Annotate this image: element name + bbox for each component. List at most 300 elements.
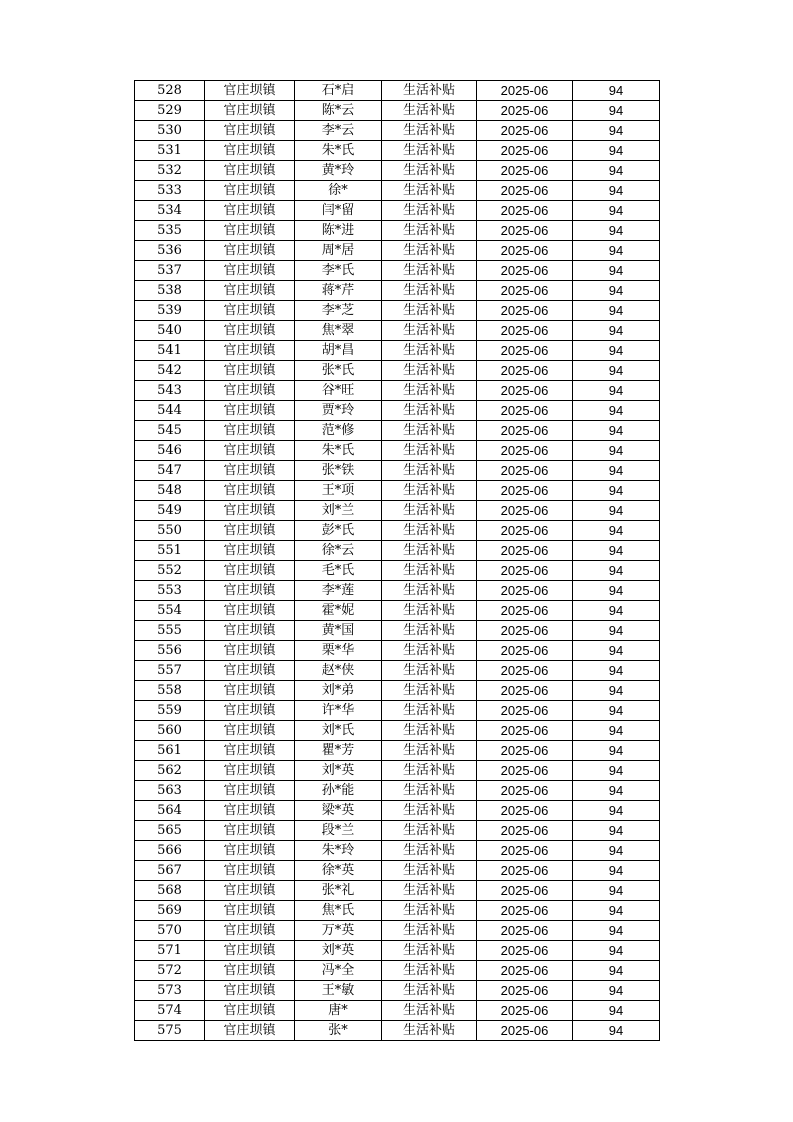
cell-index: 530: [135, 121, 205, 141]
cell-type: 生活补贴: [382, 921, 477, 941]
cell-month: 2025-06: [477, 561, 573, 581]
cell-index: 555: [135, 621, 205, 641]
cell-town: 官庄坝镇: [205, 1021, 295, 1041]
cell-index: 574: [135, 1001, 205, 1021]
cell-type: 生活补贴: [382, 421, 477, 441]
cell-index: 535: [135, 221, 205, 241]
cell-month: 2025-06: [477, 341, 573, 361]
cell-name: 焦*翠: [295, 321, 382, 341]
cell-index: 570: [135, 921, 205, 941]
cell-amount: 94: [573, 361, 660, 381]
table-row: [135, 341, 660, 361]
cell-month: 2025-06: [477, 141, 573, 161]
cell-month: 2025-06: [477, 921, 573, 941]
cell-name: 蒋*芹: [295, 281, 382, 301]
cell-month: 2025-06: [477, 741, 573, 761]
cell-name: 贾*玲: [295, 401, 382, 421]
cell-name: 胡*昌: [295, 341, 382, 361]
cell-amount: 94: [573, 501, 660, 521]
table-row: [135, 801, 660, 821]
cell-month: 2025-06: [477, 181, 573, 201]
cell-index: 563: [135, 781, 205, 801]
cell-index: 565: [135, 821, 205, 841]
cell-name: 朱*玲: [295, 841, 382, 861]
cell-town: 官庄坝镇: [205, 641, 295, 661]
cell-index: 556: [135, 641, 205, 661]
cell-index: 549: [135, 501, 205, 521]
cell-town: 官庄坝镇: [205, 121, 295, 141]
table-row: [135, 541, 660, 561]
cell-name: 霍*妮: [295, 601, 382, 621]
cell-amount: 94: [573, 381, 660, 401]
table-row: [135, 841, 660, 861]
cell-town: 官庄坝镇: [205, 721, 295, 741]
cell-town: 官庄坝镇: [205, 501, 295, 521]
cell-name: 李*云: [295, 121, 382, 141]
cell-amount: 94: [573, 801, 660, 821]
cell-type: 生活补贴: [382, 861, 477, 881]
table-row: [135, 241, 660, 261]
cell-amount: 94: [573, 181, 660, 201]
cell-type: 生活补贴: [382, 761, 477, 781]
cell-town: 官庄坝镇: [205, 901, 295, 921]
cell-index: 547: [135, 461, 205, 481]
cell-index: 548: [135, 481, 205, 501]
cell-month: 2025-06: [477, 241, 573, 261]
cell-name: 许*华: [295, 701, 382, 721]
cell-name: 彭*氏: [295, 521, 382, 541]
cell-name: 刘*氏: [295, 721, 382, 741]
cell-index: 557: [135, 661, 205, 681]
cell-type: 生活补贴: [382, 281, 477, 301]
cell-town: 官庄坝镇: [205, 201, 295, 221]
cell-name: 王*项: [295, 481, 382, 501]
cell-town: 官庄坝镇: [205, 261, 295, 281]
cell-month: 2025-06: [477, 681, 573, 701]
cell-type: 生活补贴: [382, 701, 477, 721]
table-row: [135, 641, 660, 661]
table-row: [135, 881, 660, 901]
cell-town: 官庄坝镇: [205, 581, 295, 601]
cell-amount: 94: [573, 561, 660, 581]
cell-type: 生活补贴: [382, 241, 477, 261]
cell-amount: 94: [573, 1021, 660, 1041]
cell-index: 575: [135, 1021, 205, 1041]
cell-amount: 94: [573, 401, 660, 421]
subsidy-table: [134, 80, 660, 1041]
table-row: [135, 301, 660, 321]
cell-month: 2025-06: [477, 1001, 573, 1021]
table-row: [135, 221, 660, 241]
cell-town: 官庄坝镇: [205, 181, 295, 201]
cell-type: 生活补贴: [382, 901, 477, 921]
cell-index: 568: [135, 881, 205, 901]
cell-type: 生活补贴: [382, 521, 477, 541]
cell-town: 官庄坝镇: [205, 381, 295, 401]
cell-type: 生活补贴: [382, 141, 477, 161]
table-row: [135, 281, 660, 301]
cell-type: 生活补贴: [382, 261, 477, 281]
cell-index: 552: [135, 561, 205, 581]
cell-town: 官庄坝镇: [205, 841, 295, 861]
cell-type: 生活补贴: [382, 961, 477, 981]
cell-name: 毛*氏: [295, 561, 382, 581]
cell-amount: 94: [573, 341, 660, 361]
cell-type: 生活补贴: [382, 121, 477, 141]
cell-name: 赵*侠: [295, 661, 382, 681]
table-row: [135, 401, 660, 421]
cell-month: 2025-06: [477, 221, 573, 241]
cell-month: 2025-06: [477, 821, 573, 841]
cell-type: 生活补贴: [382, 101, 477, 121]
cell-month: 2025-06: [477, 101, 573, 121]
table-row: [135, 661, 660, 681]
cell-month: 2025-06: [477, 501, 573, 521]
cell-type: 生活补贴: [382, 741, 477, 761]
cell-name: 刘*弟: [295, 681, 382, 701]
cell-town: 官庄坝镇: [205, 681, 295, 701]
cell-index: 529: [135, 101, 205, 121]
cell-town: 官庄坝镇: [205, 421, 295, 441]
cell-index: 566: [135, 841, 205, 861]
cell-month: 2025-06: [477, 321, 573, 341]
cell-amount: 94: [573, 301, 660, 321]
cell-amount: 94: [573, 141, 660, 161]
cell-amount: 94: [573, 761, 660, 781]
cell-amount: 94: [573, 781, 660, 801]
cell-month: 2025-06: [477, 421, 573, 441]
cell-town: 官庄坝镇: [205, 321, 295, 341]
cell-month: 2025-06: [477, 801, 573, 821]
cell-amount: 94: [573, 221, 660, 241]
table-row: [135, 161, 660, 181]
cell-amount: 94: [573, 241, 660, 261]
table-row: [135, 261, 660, 281]
cell-index: 567: [135, 861, 205, 881]
cell-town: 官庄坝镇: [205, 861, 295, 881]
cell-name: 李*氏: [295, 261, 382, 281]
cell-name: 李*莲: [295, 581, 382, 601]
cell-amount: 94: [573, 481, 660, 501]
cell-index: 562: [135, 761, 205, 781]
cell-name: 黄*国: [295, 621, 382, 641]
cell-town: 官庄坝镇: [205, 521, 295, 541]
cell-month: 2025-06: [477, 541, 573, 561]
cell-town: 官庄坝镇: [205, 881, 295, 901]
cell-type: 生活补贴: [382, 221, 477, 241]
cell-index: 540: [135, 321, 205, 341]
cell-name: 冯*全: [295, 961, 382, 981]
cell-name: 万*英: [295, 921, 382, 941]
cell-town: 官庄坝镇: [205, 801, 295, 821]
cell-type: 生活补贴: [382, 541, 477, 561]
cell-town: 官庄坝镇: [205, 481, 295, 501]
cell-town: 官庄坝镇: [205, 1001, 295, 1021]
cell-town: 官庄坝镇: [205, 241, 295, 261]
cell-name: 梁*英: [295, 801, 382, 821]
cell-town: 官庄坝镇: [205, 761, 295, 781]
cell-town: 官庄坝镇: [205, 441, 295, 461]
cell-amount: 94: [573, 621, 660, 641]
cell-month: 2025-06: [477, 81, 573, 101]
cell-town: 官庄坝镇: [205, 361, 295, 381]
cell-name: 刘*英: [295, 941, 382, 961]
cell-name: 张*礼: [295, 881, 382, 901]
cell-name: 范*修: [295, 421, 382, 441]
cell-type: 生活补贴: [382, 981, 477, 1001]
table-row: [135, 181, 660, 201]
cell-type: 生活补贴: [382, 361, 477, 381]
cell-index: 545: [135, 421, 205, 441]
cell-index: 572: [135, 961, 205, 981]
cell-town: 官庄坝镇: [205, 621, 295, 641]
cell-month: 2025-06: [477, 861, 573, 881]
table-row: [135, 861, 660, 881]
cell-amount: 94: [573, 821, 660, 841]
cell-town: 官庄坝镇: [205, 301, 295, 321]
cell-month: 2025-06: [477, 261, 573, 281]
table-row: [135, 961, 660, 981]
cell-town: 官庄坝镇: [205, 981, 295, 1001]
cell-index: 539: [135, 301, 205, 321]
table-row: [135, 581, 660, 601]
cell-index: 553: [135, 581, 205, 601]
table-row: [135, 201, 660, 221]
cell-index: 536: [135, 241, 205, 261]
table-row: [135, 561, 660, 581]
cell-town: 官庄坝镇: [205, 341, 295, 361]
cell-type: 生活补贴: [382, 441, 477, 461]
cell-month: 2025-06: [477, 941, 573, 961]
cell-month: 2025-06: [477, 581, 573, 601]
cell-name: 栗*华: [295, 641, 382, 661]
cell-type: 生活补贴: [382, 321, 477, 341]
table-row: [135, 681, 660, 701]
cell-month: 2025-06: [477, 401, 573, 421]
cell-name: 黄*玲: [295, 161, 382, 181]
cell-town: 官庄坝镇: [205, 81, 295, 101]
cell-month: 2025-06: [477, 441, 573, 461]
cell-name: 徐*英: [295, 861, 382, 881]
cell-amount: 94: [573, 741, 660, 761]
table-row: [135, 621, 660, 641]
cell-type: 生活补贴: [382, 301, 477, 321]
cell-amount: 94: [573, 1001, 660, 1021]
cell-month: 2025-06: [477, 881, 573, 901]
table-row: [135, 761, 660, 781]
table-row: [135, 941, 660, 961]
cell-index: 561: [135, 741, 205, 761]
cell-type: 生活补贴: [382, 821, 477, 841]
cell-amount: 94: [573, 201, 660, 221]
cell-index: 532: [135, 161, 205, 181]
cell-town: 官庄坝镇: [205, 781, 295, 801]
table-row: [135, 501, 660, 521]
cell-month: 2025-06: [477, 521, 573, 541]
table-row: [135, 101, 660, 121]
cell-name: 焦*氏: [295, 901, 382, 921]
cell-town: 官庄坝镇: [205, 461, 295, 481]
cell-month: 2025-06: [477, 361, 573, 381]
table-row: [135, 321, 660, 341]
cell-type: 生活补贴: [382, 621, 477, 641]
cell-name: 瞿*芳: [295, 741, 382, 761]
table-row: [135, 141, 660, 161]
cell-amount: 94: [573, 881, 660, 901]
cell-month: 2025-06: [477, 621, 573, 641]
cell-name: 唐*: [295, 1001, 382, 1021]
cell-month: 2025-06: [477, 981, 573, 1001]
cell-index: 551: [135, 541, 205, 561]
cell-amount: 94: [573, 581, 660, 601]
cell-index: 541: [135, 341, 205, 361]
table-row: [135, 1021, 660, 1041]
cell-month: 2025-06: [477, 201, 573, 221]
cell-amount: 94: [573, 441, 660, 461]
cell-amount: 94: [573, 901, 660, 921]
cell-month: 2025-06: [477, 841, 573, 861]
cell-month: 2025-06: [477, 601, 573, 621]
cell-type: 生活补贴: [382, 721, 477, 741]
cell-amount: 94: [573, 961, 660, 981]
cell-town: 官庄坝镇: [205, 741, 295, 761]
cell-type: 生活补贴: [382, 1021, 477, 1041]
cell-name: 张*氏: [295, 361, 382, 381]
cell-name: 刘*英: [295, 761, 382, 781]
table-row: [135, 461, 660, 481]
table-row: [135, 81, 660, 101]
cell-name: 闫*留: [295, 201, 382, 221]
table-row: [135, 381, 660, 401]
cell-town: 官庄坝镇: [205, 921, 295, 941]
table-row: [135, 721, 660, 741]
cell-type: 生活补贴: [382, 1001, 477, 1021]
cell-type: 生活补贴: [382, 181, 477, 201]
cell-month: 2025-06: [477, 281, 573, 301]
cell-type: 生活补贴: [382, 801, 477, 821]
cell-name: 张*: [295, 1021, 382, 1041]
cell-name: 徐*: [295, 181, 382, 201]
cell-name: 周*居: [295, 241, 382, 261]
cell-town: 官庄坝镇: [205, 661, 295, 681]
cell-index: 528: [135, 81, 205, 101]
cell-amount: 94: [573, 701, 660, 721]
cell-type: 生活补贴: [382, 201, 477, 221]
cell-amount: 94: [573, 321, 660, 341]
cell-name: 朱*氏: [295, 441, 382, 461]
cell-month: 2025-06: [477, 161, 573, 181]
cell-amount: 94: [573, 541, 660, 561]
cell-amount: 94: [573, 261, 660, 281]
cell-index: 537: [135, 261, 205, 281]
cell-index: 533: [135, 181, 205, 201]
cell-amount: 94: [573, 681, 660, 701]
table-row: [135, 901, 660, 921]
cell-name: 陈*云: [295, 101, 382, 121]
table-row: [135, 481, 660, 501]
table-row: [135, 421, 660, 441]
cell-name: 李*芝: [295, 301, 382, 321]
cell-amount: 94: [573, 841, 660, 861]
table-row: [135, 121, 660, 141]
table-row: [135, 521, 660, 541]
cell-type: 生活补贴: [382, 341, 477, 361]
cell-month: 2025-06: [477, 781, 573, 801]
cell-type: 生活补贴: [382, 881, 477, 901]
cell-index: 569: [135, 901, 205, 921]
cell-index: 573: [135, 981, 205, 1001]
cell-index: 564: [135, 801, 205, 821]
cell-name: 段*兰: [295, 821, 382, 841]
cell-amount: 94: [573, 421, 660, 441]
cell-type: 生活补贴: [382, 641, 477, 661]
cell-name: 陈*进: [295, 221, 382, 241]
cell-index: 543: [135, 381, 205, 401]
cell-town: 官庄坝镇: [205, 401, 295, 421]
cell-amount: 94: [573, 661, 660, 681]
table-row: [135, 741, 660, 761]
cell-type: 生活补贴: [382, 381, 477, 401]
cell-type: 生活补贴: [382, 601, 477, 621]
cell-type: 生活补贴: [382, 581, 477, 601]
table-row: [135, 781, 660, 801]
cell-index: 538: [135, 281, 205, 301]
cell-name: 张*铁: [295, 461, 382, 481]
cell-amount: 94: [573, 161, 660, 181]
cell-town: 官庄坝镇: [205, 701, 295, 721]
cell-index: 554: [135, 601, 205, 621]
cell-name: 谷*旺: [295, 381, 382, 401]
cell-amount: 94: [573, 81, 660, 101]
cell-index: 559: [135, 701, 205, 721]
cell-type: 生活补贴: [382, 561, 477, 581]
cell-type: 生活补贴: [382, 841, 477, 861]
cell-amount: 94: [573, 921, 660, 941]
table-row: [135, 601, 660, 621]
cell-name: 朱*氏: [295, 141, 382, 161]
table-row: [135, 441, 660, 461]
cell-type: 生活补贴: [382, 681, 477, 701]
cell-index: 542: [135, 361, 205, 381]
cell-month: 2025-06: [477, 761, 573, 781]
cell-type: 生活补贴: [382, 81, 477, 101]
cell-town: 官庄坝镇: [205, 541, 295, 561]
cell-name: 刘*兰: [295, 501, 382, 521]
cell-month: 2025-06: [477, 301, 573, 321]
cell-amount: 94: [573, 721, 660, 741]
cell-town: 官庄坝镇: [205, 561, 295, 581]
cell-index: 544: [135, 401, 205, 421]
cell-month: 2025-06: [477, 641, 573, 661]
cell-amount: 94: [573, 121, 660, 141]
table-row: [135, 821, 660, 841]
cell-month: 2025-06: [477, 381, 573, 401]
cell-month: 2025-06: [477, 461, 573, 481]
cell-amount: 94: [573, 601, 660, 621]
table-body: [135, 81, 660, 1041]
cell-type: 生活补贴: [382, 161, 477, 181]
cell-index: 531: [135, 141, 205, 161]
table-row: [135, 1001, 660, 1021]
cell-month: 2025-06: [477, 901, 573, 921]
cell-index: 560: [135, 721, 205, 741]
cell-town: 官庄坝镇: [205, 281, 295, 301]
cell-amount: 94: [573, 641, 660, 661]
cell-type: 生活补贴: [382, 461, 477, 481]
cell-month: 2025-06: [477, 481, 573, 501]
cell-amount: 94: [573, 981, 660, 1001]
table-row: [135, 921, 660, 941]
